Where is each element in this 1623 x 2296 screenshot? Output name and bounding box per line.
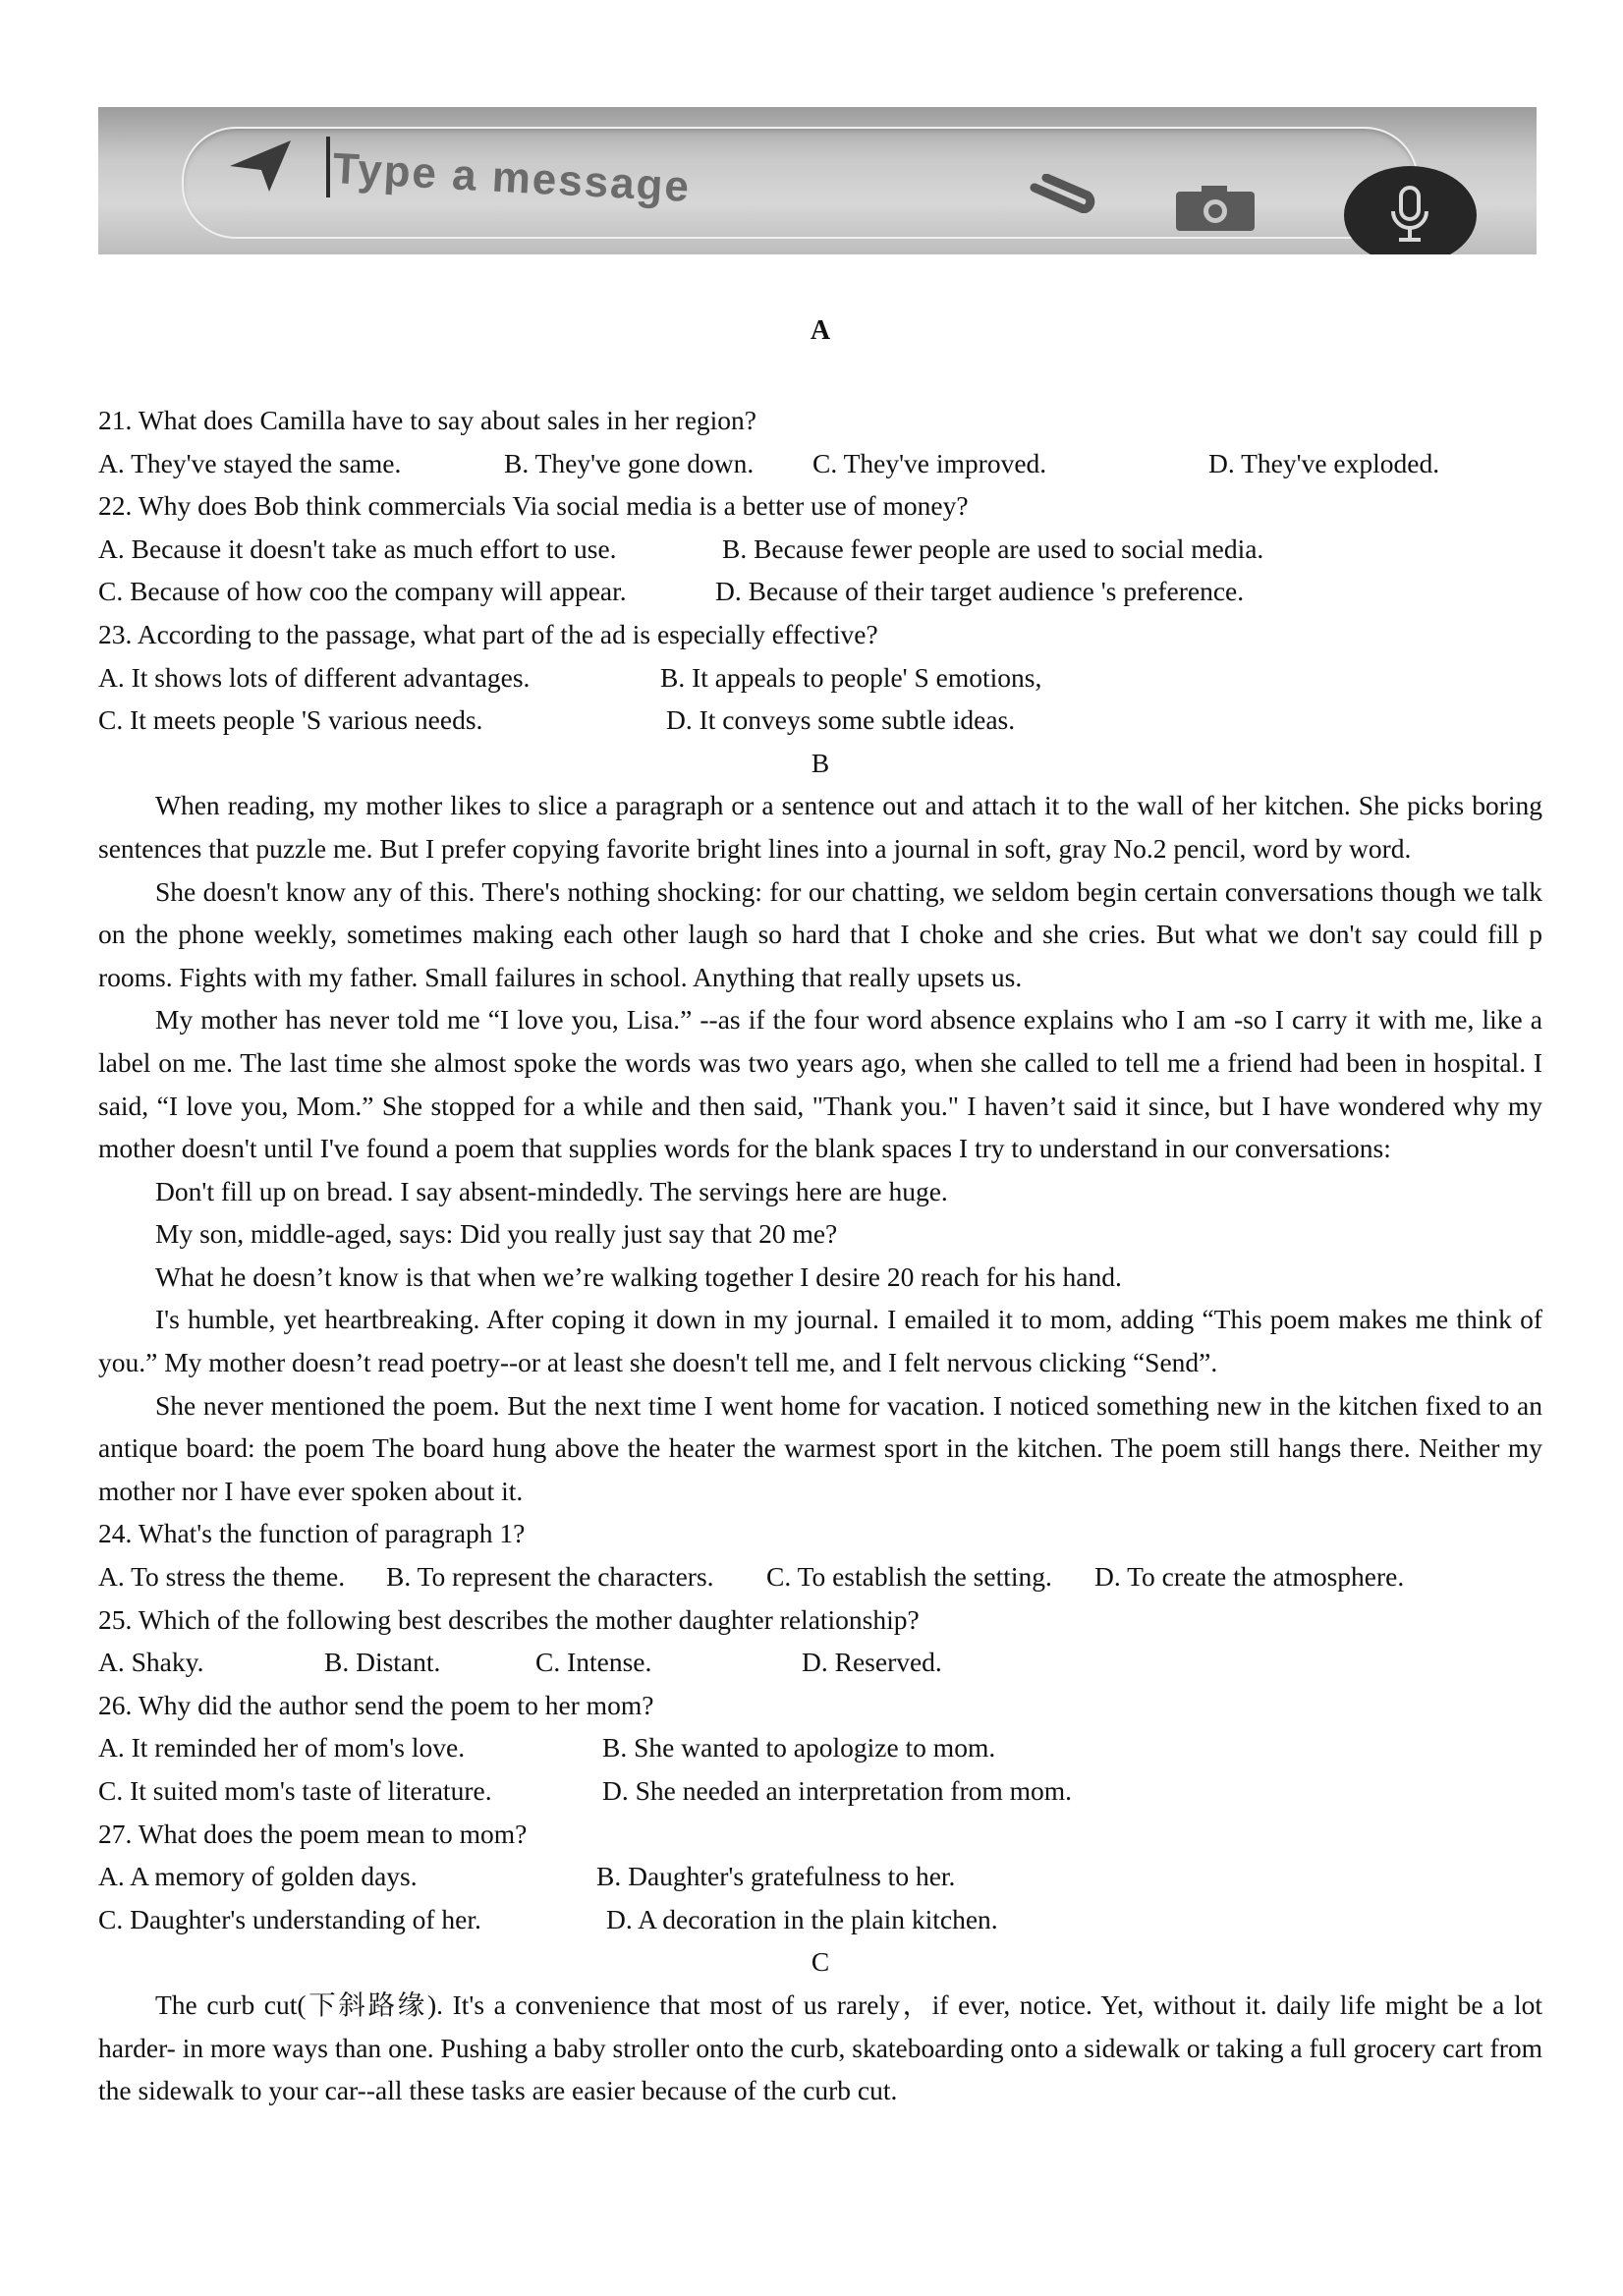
option: A. It reminded her of mom's love. [98, 1732, 466, 1764]
passage-paragraph: She doesn't know any of this. There's nothing shocking: for our chatting, we seldom begin certain conversations though we talk on the phone weekly, sometimes making each other laugh so hard that I choke and she cries. But what we don't say could fill p rooms. Fights with my father. Small failures in school. Anything that really upsets us. [98, 875, 1542, 992]
text-cursor [326, 137, 330, 197]
option: A. To stress the theme. [98, 1561, 346, 1593]
options-row [98, 1769, 1542, 1813]
poem-line: Don't fill up on bread. I say absent-mindedly. The servings here are huge. [155, 1175, 948, 1206]
option: A. Because it doesn't take as much effort to use. [98, 532, 617, 564]
options-row [98, 1641, 1542, 1684]
option: C. It meets people 'S various needs. [98, 704, 483, 736]
passage-paragraph: My mother has never told me “I love you, Lisa.” --as if the four word absence explains who I am -so I carry it with me, like a label on me. The last time she almost spoke the words was two years ago, when she called to tell me a friend had been in hospital. I said, “I love you, Mom.” She stopped for a while and then said, "Thank you." I haven’t said it since, but I have wondered why my mother doesn't until I've found a poem that supplies words for the blank spaces I try to understand in our conversations: [98, 1004, 1542, 1164]
option: C. They've improved. [812, 447, 1047, 478]
microphone-button [1344, 166, 1477, 254]
option: D. A decoration in the plain kitchen. [606, 1903, 998, 1934]
question-stem: 23. According to the passage, what part of the ad is especially effective? [98, 618, 878, 649]
option: A. They've stayed the same. [98, 447, 402, 478]
passage-paragraph: When reading, my mother likes to slice a paragraph or a sentence out and attach it to the wall of her kitchen. She picks boring sentences that puzzle me. But I prefer copying favorite bright lines into a journal in soft, gray No.2 pencil, word by word. [98, 790, 1542, 864]
paperclip-icon [1027, 174, 1095, 213]
poem-line: What he doesn’t know is that when we’re walking together I desire 20 reach for his hand. [155, 1260, 1122, 1292]
options-row [98, 442, 1542, 485]
option: D. Because of their target audience 's preference. [715, 576, 1245, 607]
option: A. A memory of golden days. [98, 1861, 418, 1892]
option: B. It appeals to people' S emotions, [660, 661, 1042, 693]
options-row [98, 528, 1542, 571]
option: C. Because of how coo the company will appear. [98, 576, 627, 607]
send-arrow-icon [226, 137, 295, 196]
option: C. To establish the setting. [766, 1561, 1052, 1593]
option: A. It shows lots of different advantages. [98, 661, 531, 693]
message-placeholder: Type a message [331, 144, 693, 212]
question-stem: 26. Why did the author send the poem to her mom? [98, 1689, 654, 1720]
question-stem: 24. What's the function of paragraph 1? [98, 1518, 526, 1549]
options-row [98, 1855, 1542, 1898]
option: B. Daughter's gratefulness to her. [596, 1861, 956, 1892]
section-c-heading: C [811, 1946, 830, 1978]
option: B. They've gone down. [504, 447, 755, 478]
chat-input-bar-image [98, 107, 1537, 254]
passage-paragraph: I's humble, yet heartbreaking. After coping it down in my journal. I emailed it to mom, adding “This poem makes me think of you.” My mother doesn’t read poetry--or at least she doesn't tell me, and I felt nervous clicking “Send”. [98, 1304, 1542, 1378]
option: D. She needed an interpretation from mom. [602, 1775, 1073, 1806]
option: C. Daughter's understanding of her. [98, 1903, 481, 1934]
question-stem: 25. Which of the following best describes the mother daughter relationship? [98, 1603, 920, 1635]
option: B. She wanted to apologize to mom. [602, 1732, 996, 1764]
options-row [98, 1555, 1542, 1598]
option: B. Because fewer people are used to social media. [722, 532, 1264, 564]
microphone-icon [1387, 186, 1432, 245]
option: C. Intense. [535, 1647, 652, 1678]
option: D. Reserved. [802, 1647, 942, 1678]
passage-paragraph: The curb cut(下斜路缘). It's a convenience that most of us rarely，if ever, notice. Yet, without it. daily life might be a lot harder- in more ways than one. Pushing a baby stroller onto the curb, skateboarding onto a sidewalk or taking a full grocery cart from the sidewalk to your car--all these tasks are easier because of the curb cut. [98, 1988, 1542, 2106]
options-row [98, 1898, 1542, 1941]
option: D. To create the atmosphere. [1094, 1561, 1405, 1593]
passage-paragraph: She never mentioned the poem. But the next time I went home for vacation. I noticed something new in the kitchen fixed to an antique board: the poem The board hung above the heater the warmest sport in the kitchen. The poem still hangs there. Neither my mother nor I have ever spoken about it. [98, 1389, 1542, 1506]
options-row [98, 656, 1542, 700]
section-b-heading: B [811, 747, 830, 778]
option: D. It conveys some subtle ideas. [666, 704, 1016, 736]
option: D. They've exploded. [1208, 447, 1440, 478]
poem-line: My son, middle-aged, says: Did you really just say that 20 me? [155, 1218, 838, 1250]
options-row [98, 699, 1542, 742]
option: B. Distant. [324, 1647, 441, 1678]
option: A. Shaky. [98, 1647, 204, 1678]
question-stem: 22. Why does Bob think commercials Via social media is a better use of money? [98, 490, 969, 522]
section-a-heading: A [810, 315, 831, 346]
camera-icon [1174, 184, 1258, 233]
section-a-questions [98, 399, 1542, 2112]
options-row [98, 570, 1542, 613]
option: C. It suited mom's taste of literature. [98, 1775, 492, 1806]
question-stem: 27. What does the poem mean to mom? [98, 1818, 528, 1849]
option: B. To represent the characters. [386, 1561, 714, 1593]
question-stem: 21. What does Camilla have to say about sales in her region? [98, 405, 757, 435]
options-row [98, 1726, 1542, 1769]
